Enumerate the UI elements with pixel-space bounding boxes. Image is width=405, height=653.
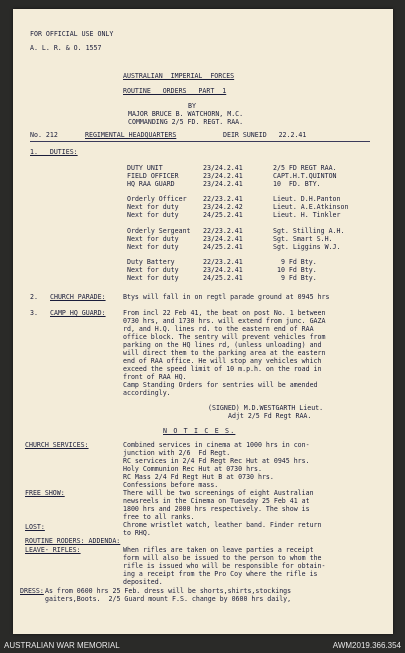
duty-role: Next for duty (127, 274, 179, 282)
order-number: No. 212 (30, 131, 58, 139)
duty-role: HQ RAA GUARD (127, 180, 175, 188)
duty-role: Orderly Officer (127, 195, 187, 203)
camp-guard-heading: CAMP HQ GUARD: (50, 309, 106, 317)
duty-role: Next for duty (127, 243, 179, 251)
text-line: Confessions before mass. (123, 481, 219, 489)
text-line: ing a receipt from the Pro Coy where the rifle is (123, 570, 318, 578)
duty-date: 23/24.2.42 (203, 203, 243, 211)
text-line: newsreels in the Cinema on Tuesday 25 Feb 41 at (123, 497, 310, 505)
lost-heading: LOST: (25, 523, 45, 531)
text-line: Chrome wristlet watch, leather band. Finder return (123, 521, 322, 529)
text-line: From incl 22 Feb 41, the beat on post No. 1 between (123, 309, 326, 317)
text-line: end of RAA office. He will stop any vehicles which (123, 357, 322, 365)
duty-date: 23/24.2.41 (203, 172, 243, 180)
text-line: deposited. (123, 578, 163, 586)
duty-date: 23/24.2.41 (203, 266, 243, 274)
text-line: rd, and H.Q. lines rd. to the eastern end of RAA (123, 325, 314, 333)
text-line: There will be two screenings of eight Australian (123, 489, 314, 497)
duty-person: Sgt. Stilling A.H. (273, 227, 345, 235)
text-line: form will also be issued to the person to whom the (123, 554, 322, 562)
text-line: RC Mass 2/4 Fd Regt Hut B at 0730 hrs. (123, 473, 274, 481)
duty-role: Next for duty (127, 211, 179, 219)
duty-role: Next for duty (127, 203, 179, 211)
notices-heading: N O T I C E S. (163, 427, 236, 435)
duty-date: 23/24.2.41 (203, 180, 243, 188)
duties-heading: 1. DUTIES: (30, 148, 78, 156)
adjutant-line: Adjt 2/5 Fd Regt RAA. (228, 412, 312, 420)
duty-role: Next for duty (127, 235, 179, 243)
duty-person: Lieut. D.H.Panton (273, 195, 341, 203)
footer-institution: AUSTRALIAN WAR MEMORIAL (4, 641, 120, 650)
orders-title: ROUTINE ORDERS PART 1 (123, 87, 227, 95)
duty-person: 10 Fd Bty. (273, 266, 317, 274)
reference-number: A. L. R. & O. 1557 (30, 44, 102, 52)
unit-title: AUSTRALIAN IMPERIAL FORCES (123, 72, 235, 80)
text-line: free to all ranks. (123, 513, 195, 521)
duty-person: Lieut. A.E.Atkinson (273, 203, 349, 211)
camp-guard-number: 3. (30, 309, 38, 317)
duty-date: 22/23.2.41 (203, 227, 243, 235)
text-line: Combined services in cinema at 1000 hrs in con- (123, 441, 310, 449)
routine-orders-addenda-heading: ROUTINE RODERS: ADDENDA: (25, 537, 121, 545)
duty-person: 9 Fd Bty. (273, 274, 317, 282)
free-show-heading: FREE SHOW: (25, 489, 65, 497)
major-name: MAJOR BRUCE B. WATCHORN, M.C. (128, 110, 244, 118)
duty-date: 22/23.2.41 (203, 258, 243, 266)
duty-date: 24/25.2.41 (203, 274, 243, 282)
text-line: 0730 hrs, and 1730 hrs. will extend from junc. GAZA (123, 317, 326, 325)
regimental-hq: REGIMENTAL HEADQUARTERS (85, 131, 177, 139)
archive-footer (0, 640, 405, 653)
duty-role: Next for duty (127, 266, 179, 274)
duty-date: 24/25.2.41 (203, 211, 243, 219)
document-page (13, 9, 393, 634)
duty-role: DUTY UNIT (127, 164, 163, 172)
text-line: parking on the HQ lines rd, (unless unloading) and (123, 341, 322, 349)
text-line: junction with 2/6 Fd Regt. (123, 449, 231, 457)
duty-date: 23/24.2.41 (203, 164, 243, 172)
church-parade-heading: CHURCH PARADE: (50, 293, 106, 301)
church-parade-number: 2. (30, 293, 38, 301)
duty-person: 9 Fd Bty. (273, 258, 317, 266)
duty-role: FIELD OFFICER (127, 172, 179, 180)
church-parade-text: Btys will fall in on regtl parade ground at 0945 hrs (123, 293, 330, 301)
text-line: gaiters,Boots. 2/5 Guard mount F.S. change by 0600 hrs daily, (45, 595, 292, 603)
dress-heading: DRESS: (20, 587, 44, 595)
footer-accession-number: AWM2019.366.354 (332, 641, 401, 650)
text-line: Camp Standing Orders for sentries will be amended (123, 381, 318, 389)
text-line: 1800 hrs and 2000 hrs respectively. The show is (123, 505, 310, 513)
duty-person: 10 FD. BTY. (273, 180, 321, 188)
signature-line: (SIGNED) M.D.WESTGARTH Lieut. (208, 404, 324, 412)
text-line: will direct them to the parking area at the eastern (123, 349, 326, 357)
text-line: front of RAA HQ. (123, 373, 187, 381)
by-label: BY (188, 102, 196, 110)
duty-person: 2/5 FD REGT RAA. (273, 164, 337, 172)
duty-role: Orderly Sergeant (127, 227, 191, 235)
duty-person: Lieut. H. Tinkler (273, 211, 341, 219)
header-rule (30, 141, 370, 142)
duty-person: Sgt. Liggins W.J. (273, 243, 341, 251)
text-line: exceed the speed limit of 10 m.p.h. on the road in (123, 365, 322, 373)
text-line: Holy Communion Rec Hut at 0730 hrs. (123, 465, 262, 473)
text-line: rifle is issued who will be responsible for obtain- (123, 562, 326, 570)
duty-date: 23/24.2.41 (203, 235, 243, 243)
duty-date: 24/25.2.41 (203, 243, 243, 251)
official-use-label: FOR OFFICIAL USE ONLY (30, 30, 114, 38)
text-line: to RHQ. (123, 529, 151, 537)
duty-role: Duty Battery (127, 258, 175, 266)
text-line: accordingly. (123, 389, 171, 397)
text-line: When rifles are taken on leave parties a receipt (123, 546, 314, 554)
church-services-heading: CHURCH SERVICES: (25, 441, 89, 449)
duty-date: 22/23.2.41 (203, 195, 243, 203)
text-line: office block. The sentry will prevent vehicles from (123, 333, 326, 341)
text-line: As from 0600 hrs 25 Feb. dress will be shorts,shirts,stockings (45, 587, 292, 595)
commanding-line: COMMANDING 2/5 FD. REGT. RAA. (128, 118, 244, 126)
text-line: RC services in 2/4 Fd Regt Rec Hut at 0945 hrs. (123, 457, 310, 465)
leave-rifles-heading: LEAVE- RIFLES: (25, 546, 81, 554)
duty-person: Sgt. Smart S.H. (273, 235, 333, 243)
place-date: DEIR SUNEID 22.2.41 (223, 131, 307, 139)
duty-person: CAPT.H.T.QUINTON (273, 172, 337, 180)
